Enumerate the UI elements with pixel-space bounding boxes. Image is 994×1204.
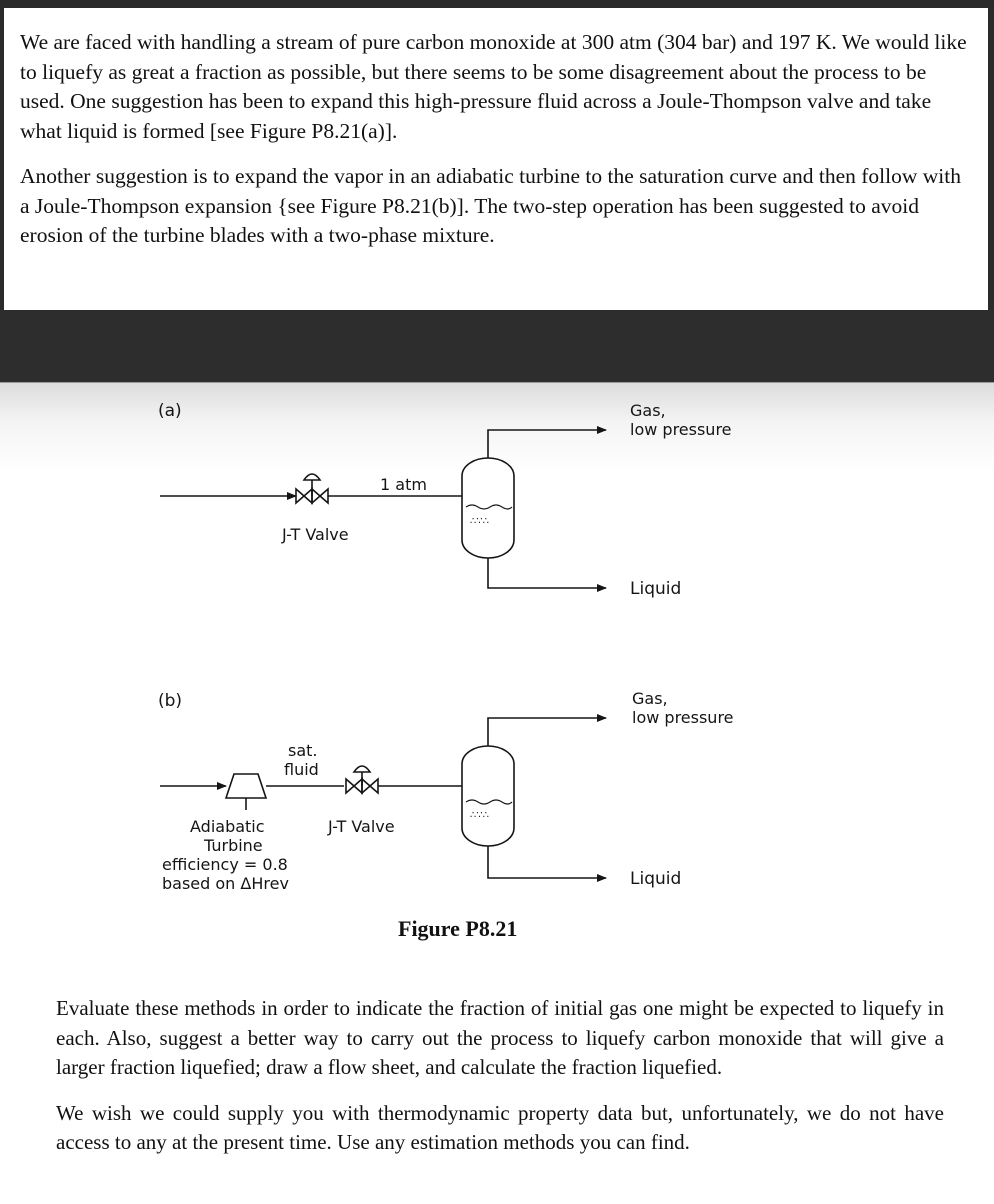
paragraph-1: We are faced with handling a stream of pure carbon monoxide at 300 atm (304 bar) and 197 K. We would like to liquefy as great a fraction as possible, but there seems to be some disagreement about the process to be used. One suggestion has been to expand this high-pressure fluid across a Joule-Thompson valve and take what liquid is formed [see Figure P8.21(a)]. bbox=[20, 30, 967, 143]
turbine-label-1: Adiabatic bbox=[190, 817, 265, 836]
basis-label: based on ΔHrev bbox=[162, 874, 289, 893]
dark-separator bbox=[0, 310, 994, 382]
gas-label-b-1: Gas, bbox=[632, 689, 668, 708]
gas-label-b-2: low pressure bbox=[632, 708, 734, 727]
sat-label-2: fluid bbox=[284, 760, 319, 779]
problem-statement-top bbox=[4, 8, 988, 310]
pressure-label-a: 1 atm bbox=[380, 475, 427, 494]
label-a: (a) bbox=[158, 401, 182, 421]
sat-label-1: sat. bbox=[288, 741, 318, 760]
paragraph-3: Evaluate these methods in order to indicate the fraction of initial gas one might be expected to liquefy in each. Also, suggest a better way to carry out the process to liquefy carbon monoxide that will give a larger fraction liquefied; draw a flow sheet, and calculate the fraction liquefied. bbox=[56, 996, 944, 1079]
liquid-outlet-b bbox=[488, 846, 606, 878]
figure-panel bbox=[0, 382, 994, 1204]
diagram-b bbox=[158, 689, 734, 893]
gas-label-a-2: low pressure bbox=[630, 420, 732, 439]
turbine-label-2: Turbine bbox=[204, 836, 263, 855]
gas-outlet-a bbox=[488, 430, 606, 458]
valve-label-a: J-T Valve bbox=[282, 525, 349, 544]
efficiency-label: efficiency = 0.8 bbox=[162, 855, 288, 874]
figure-p8-21 bbox=[0, 382, 994, 982]
paragraph-4: We wish we could supply you with thermodynamic property data but, unfortunately, we do not have access to any at the present time. Use any estimation methods you can find. bbox=[56, 1100, 944, 1154]
figure-caption: Figure P8.21 bbox=[398, 916, 518, 941]
turbine-icon bbox=[226, 774, 266, 810]
flash-separator-icon-a bbox=[462, 458, 514, 558]
top-strip bbox=[0, 0, 994, 8]
label-b: (b) bbox=[158, 691, 183, 711]
jt-valve-icon-a bbox=[296, 474, 328, 503]
valve-label-b: J-T Valve bbox=[328, 817, 395, 836]
svg-text:∴∵∴: ∴∵∴ bbox=[470, 810, 490, 821]
paragraph-2: Another suggestion is to expand the vapor in an adiabatic turbine to the saturation curve and then follow with a Joule-Thompson expansion {see Figure P8.21(b)]. The two-step operation has been suggested to avoid erosion of the turbine blades with a two-phase mixture. bbox=[20, 164, 961, 247]
flash-separator-icon-b bbox=[462, 746, 514, 846]
svg-text:∴∵∴: ∴∵∴ bbox=[470, 516, 490, 527]
liquid-outlet-a bbox=[488, 558, 606, 588]
gas-label-a-1: Gas, bbox=[630, 401, 666, 420]
gas-outlet-b bbox=[488, 718, 606, 746]
diagram-a bbox=[158, 401, 732, 599]
problem-statement-bottom bbox=[56, 994, 944, 1174]
jt-valve-icon-b bbox=[346, 766, 378, 793]
liquid-label-a: Liquid bbox=[630, 579, 682, 599]
liquid-label-b: Liquid bbox=[630, 869, 682, 889]
